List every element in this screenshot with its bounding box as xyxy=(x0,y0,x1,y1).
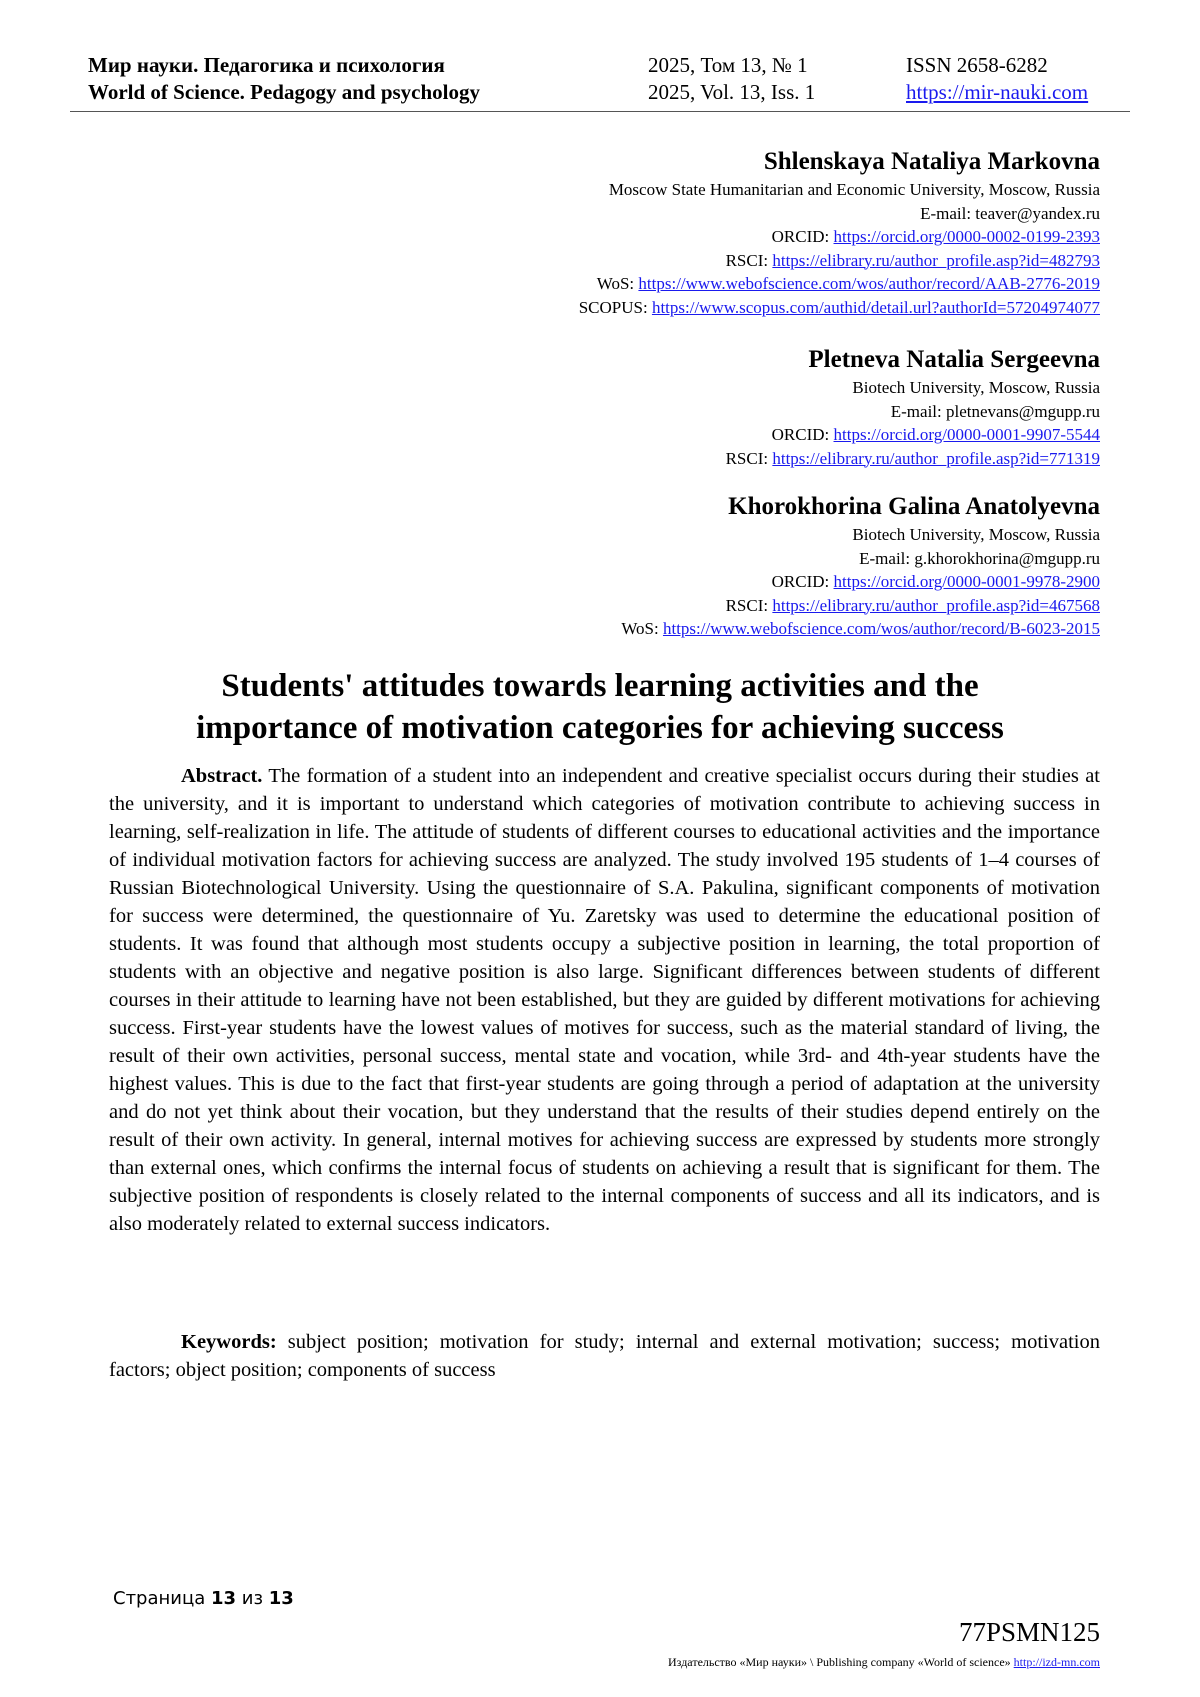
wos-label: WoS: xyxy=(621,619,663,638)
author-block xyxy=(726,344,1100,470)
journal-site-link[interactable]: https://mir-nauki.com xyxy=(906,80,1089,104)
author-orcid xyxy=(579,225,1100,249)
author-affiliation: Biotech University, Moscow, Russia xyxy=(852,378,1100,397)
wos-link[interactable]: https://www.webofscience.com/wos/author/record/B-6023-2015 xyxy=(662,619,1100,638)
issue-ru: 2025, Том 13, № 1 xyxy=(648,53,808,77)
article-code: 77PSMN125 xyxy=(958,1617,1100,1647)
page-number: Страница 13 из 13 xyxy=(113,1588,294,1609)
rsci-link[interactable]: https://elibrary.ru/author_profile.asp?id=467568 xyxy=(772,595,1100,615)
abstract-label: Abstract. xyxy=(181,765,263,787)
publisher-link[interactable]: http://izd-mn.com xyxy=(1013,1655,1100,1669)
journal-ids xyxy=(906,52,1088,106)
abstract-text: The formation of a student into an independent and creative specialist occurs during their studies at the university, and it is important to understand which categories of motivation contribute to achieving success in learning, self-realization in life. The attitude of students of different courses to educational activities and the importance of individual motivation factors for achieving success are analyzed. The study involved 195 students of 1–4 courses of Russian Biotechnological University. Using the questionnaire of S.A. Pakulina, significant components of motivation for success were determined, the questionnaire of Yu. Zaretsky was used to determine the educational position of students. It was found that although most students occupy a subjective position in learning, the total proportion of students with an objective and negative position is also large. Significant differences between students of different courses in their attitude to learning have not been established, but they are guided by different motivations for achieving success. First-year students have the lowest values of motives for success, such as the material standard of living, the result of their own activities, personal success, mental state and vocation, while 3rd- and 4th-year students have the highest values. This is due to the fact that first-year students are going through a period of adaptation at the university and do not yet think about their vocation, but they understand that the results of their studies depend entirely on the result of their own activity. In general, internal motives for achieving success are expressed by students more strongly than external ones, which confirms the internal focus of students on achieving a result that is significant for them. The subjective position of respondents is closely related to the internal components of success and all its indicators, and is also moderately related to external success indicators. xyxy=(109,765,1100,1235)
author-block xyxy=(621,491,1100,641)
author-rsci xyxy=(579,249,1100,273)
rsci-label: RSCI: xyxy=(725,250,773,270)
keywords xyxy=(109,1328,1100,1384)
journal-issue xyxy=(648,52,815,106)
orcid-label: ORCID: xyxy=(771,425,834,444)
rsci-link[interactable]: https://elibrary.ru/author_profile.asp?id=482793 xyxy=(772,250,1100,270)
author-orcid xyxy=(726,423,1100,447)
publisher-line: Издательство «Мир науки» \ Publishing company «World of science» http://izd-mn.com xyxy=(668,1655,1100,1669)
orcid-link[interactable]: https://orcid.org/0000-0001-9978-2900 xyxy=(833,572,1100,591)
journal-header xyxy=(88,52,1120,112)
wos-label: WoS: xyxy=(596,274,639,293)
header-divider xyxy=(70,111,1130,112)
orcid-label: ORCID: xyxy=(771,227,834,246)
author-orcid xyxy=(621,570,1100,594)
wos-link[interactable]: https://www.webofscience.com/wos/author/record/AAB-2776-2019 xyxy=(638,274,1100,293)
article-title xyxy=(100,665,1100,749)
author-name: Shlenskaya Nataliya Markovna xyxy=(763,148,1100,175)
author-wos xyxy=(621,617,1100,641)
journal-name-ru: Мир науки. Педагогика и психология xyxy=(88,53,445,77)
rsci-label: RSCI: xyxy=(725,448,773,468)
author-email: E-mail: teaver@yandex.ru xyxy=(920,203,1100,223)
issn: ISSN 2658-6282 xyxy=(906,53,1048,77)
orcid-link[interactable]: https://orcid.org/0000-0002-0199-2393 xyxy=(833,227,1100,246)
author-block xyxy=(579,146,1100,319)
author-wos xyxy=(579,272,1100,296)
journal-name-en: World of Science. Pedagogy and psychology xyxy=(88,80,481,104)
keywords-label: Keywords: xyxy=(181,1331,277,1353)
author-affiliation: Moscow State Humanitarian and Economic University, Moscow, Russia xyxy=(608,180,1100,199)
orcid-link[interactable]: https://orcid.org/0000-0001-9907-5544 xyxy=(833,425,1100,444)
author-email: E-mail: g.khorokhorina@mgupp.ru xyxy=(859,548,1100,568)
rsci-label: RSCI: xyxy=(725,595,773,615)
abstract xyxy=(109,762,1100,1238)
author-name: Pletneva Natalia Sergeevna xyxy=(808,346,1100,373)
author-rsci xyxy=(726,447,1100,471)
author-rsci xyxy=(621,594,1100,618)
keywords-text: subject position; motivation for study; internal and external motivation; success; motivation factors; object position; components of success xyxy=(109,1331,1100,1381)
orcid-label: ORCID: xyxy=(771,572,834,591)
rsci-link[interactable]: https://elibrary.ru/author_profile.asp?id=771319 xyxy=(772,448,1100,468)
author-affiliation: Biotech University, Moscow, Russia xyxy=(852,525,1100,544)
author-email: E-mail: pletnevans@mgupp.ru xyxy=(890,401,1100,421)
scopus-link[interactable]: https://www.scopus.com/authid/detail.url?authorId=57204974077 xyxy=(651,297,1100,317)
author-scopus xyxy=(579,296,1100,320)
journal-name xyxy=(88,52,480,106)
title-line: importance of motivation categories for achieving success xyxy=(196,710,1004,746)
title-line: Students' attitudes towards learning activities and the xyxy=(221,668,979,704)
scopus-label: SCOPUS: xyxy=(578,297,652,317)
author-name: Khorokhorina Galina Anatolyevna xyxy=(728,493,1100,520)
issue-en: 2025, Vol. 13, Iss. 1 xyxy=(648,80,816,104)
